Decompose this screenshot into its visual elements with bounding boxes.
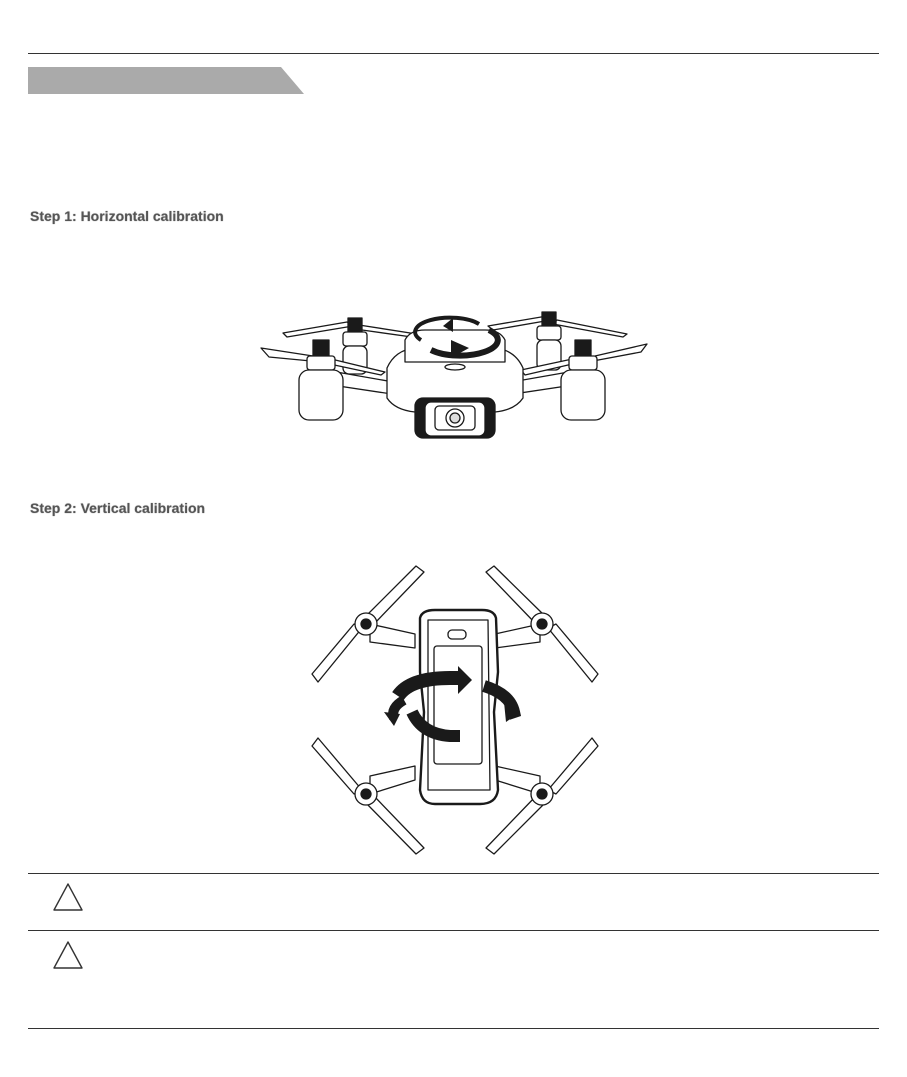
caution-triangle-icon	[52, 882, 84, 912]
step1-title: Step 1: Horizontal calibration	[30, 208, 224, 224]
vertical-calibration-illustration	[310, 562, 600, 858]
top-rule	[28, 53, 879, 54]
caution-triangle-icon	[52, 940, 84, 970]
step2-title: Step 2: Vertical calibration	[30, 500, 206, 516]
section-header-tab	[28, 67, 304, 94]
notes-middle-rule	[28, 930, 879, 931]
horizontal-calibration-illustration	[255, 300, 655, 445]
bottom-rule	[28, 1028, 879, 1029]
section-title	[28, 67, 304, 72]
notes-top-rule	[28, 873, 879, 874]
